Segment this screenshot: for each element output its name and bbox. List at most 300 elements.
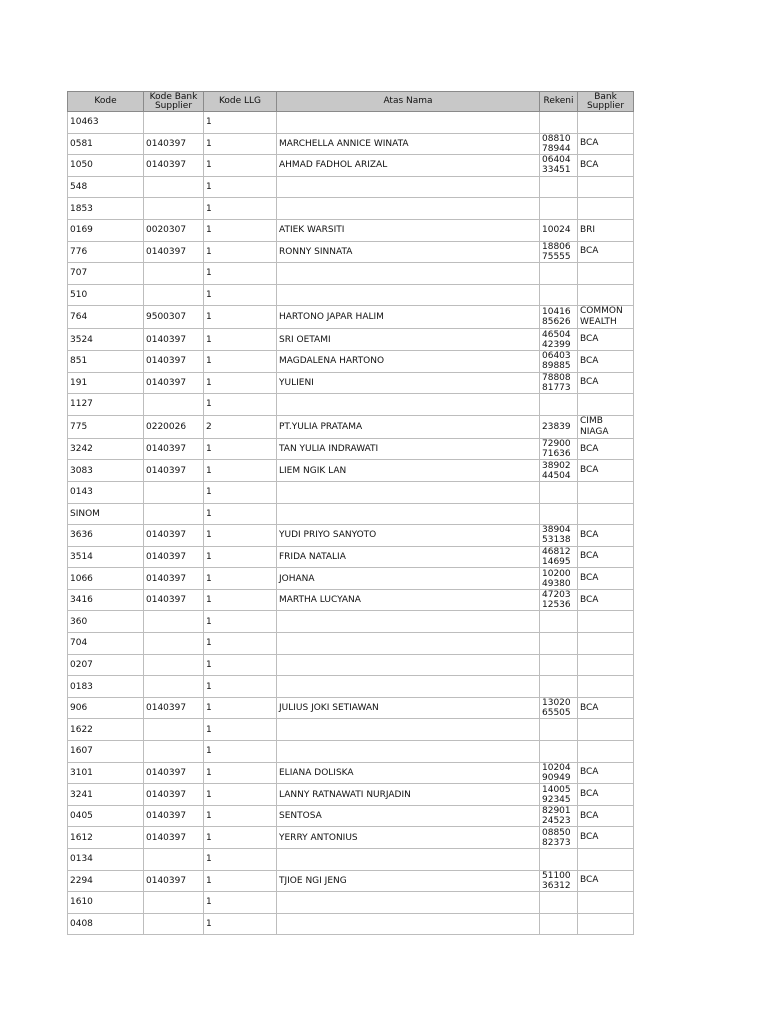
cell-kode-bank-supplier: 0140397 [144, 133, 204, 155]
cell-kode-llg: 1 [204, 329, 277, 351]
cell-atas-nama [277, 741, 540, 763]
cell-bank-supplier [578, 741, 634, 763]
rekening-line-1: 38902 [542, 460, 571, 471]
rekening-line-2: 12536 [542, 600, 571, 611]
table-row [68, 263, 634, 285]
cell-bank-supplier: BCA [578, 350, 634, 372]
cell-bank-supplier [578, 503, 634, 525]
cell-rekening [540, 654, 578, 676]
cell-kode: 775 [68, 415, 144, 438]
cell-kode-bank-supplier [144, 892, 204, 914]
cell-kode: 10463 [68, 112, 144, 134]
cell-rekening [540, 633, 578, 655]
cell-kode-bank-supplier [144, 913, 204, 935]
cell-kode-bank-supplier: 0140397 [144, 155, 204, 177]
rekening-line-2: 89885 [542, 361, 571, 372]
cell-kode-bank-supplier [144, 676, 204, 698]
cell-rekening [540, 892, 578, 914]
cell-kode-llg: 1 [204, 176, 277, 198]
cell-kode: 1853 [68, 198, 144, 220]
cell-kode: 3636 [68, 525, 144, 547]
cell-kode-llg: 1 [204, 611, 277, 633]
rekening-line-2: 53138 [542, 535, 571, 546]
cell-kode-llg: 1 [204, 306, 277, 329]
cell-kode-llg: 1 [204, 784, 277, 806]
cell-rekening [540, 784, 578, 806]
rekening-line-1: 51100 [542, 870, 571, 881]
cell-atas-nama: ATIEK WARSITI [277, 219, 540, 241]
cell-bank-supplier: BCA [578, 372, 634, 394]
cell-rekening [540, 849, 578, 871]
rekening-line-2: 81773 [542, 382, 571, 393]
table-row [68, 329, 634, 351]
cell-kode-bank-supplier: 0140397 [144, 805, 204, 827]
rekening-line-2: 90949 [542, 772, 571, 783]
cell-kode: 764 [68, 306, 144, 329]
cell-rekening [540, 762, 578, 784]
cell-atas-nama: TJIOE NGI JENG [277, 870, 540, 892]
rekening-line-2: 44504 [542, 470, 571, 481]
cell-kode-bank-supplier [144, 741, 204, 763]
cell-kode: 1127 [68, 394, 144, 416]
cell-atas-nama [277, 633, 540, 655]
table-row [68, 460, 634, 482]
cell-kode: 0405 [68, 805, 144, 827]
cell-kode-llg: 1 [204, 654, 277, 676]
cell-kode-llg: 1 [204, 762, 277, 784]
cell-rekening [540, 589, 578, 611]
table-row [68, 676, 634, 698]
cell-atas-nama [277, 198, 540, 220]
cell-kode-bank-supplier [144, 719, 204, 741]
rekening-line-1: 23839 [542, 421, 571, 432]
table-row [68, 546, 634, 568]
cell-kode-llg: 1 [204, 589, 277, 611]
rekening-line-1: 13020 [542, 698, 571, 709]
rekening-line-1: 38904 [542, 525, 571, 536]
table-row [68, 525, 634, 547]
cell-rekening [540, 481, 578, 503]
table-row [68, 306, 634, 329]
rekening-line-1: 08810 [542, 133, 571, 144]
cell-kode-llg: 1 [204, 112, 277, 134]
cell-bank-supplier: BCA [578, 784, 634, 806]
cell-kode-bank-supplier [144, 611, 204, 633]
rekening-line-1: 72900 [542, 439, 571, 450]
table-row [68, 415, 634, 438]
cell-atas-nama [277, 849, 540, 871]
cell-kode-bank-supplier [144, 263, 204, 285]
cell-bank-supplier [578, 198, 634, 220]
cell-atas-nama: HARTONO JAPAR HALIM [277, 306, 540, 329]
header-atas-nama: Atas Nama [277, 92, 540, 112]
cell-kode: 548 [68, 176, 144, 198]
cell-kode-llg: 1 [204, 241, 277, 263]
cell-kode-bank-supplier [144, 176, 204, 198]
table-row [68, 741, 634, 763]
cell-bank-supplier: BRI [578, 219, 634, 241]
table-row [68, 913, 634, 935]
table-row [68, 503, 634, 525]
table-row [68, 133, 634, 155]
cell-kode-bank-supplier: 0140397 [144, 460, 204, 482]
cell-kode-llg: 1 [204, 198, 277, 220]
cell-kode-llg: 2 [204, 415, 277, 438]
cell-bank-supplier: BCA [578, 438, 634, 460]
table-row [68, 633, 634, 655]
rekening-line-2: 75555 [542, 251, 571, 262]
cell-bank-supplier: BCA [578, 805, 634, 827]
cell-atas-nama [277, 176, 540, 198]
cell-bank-supplier: BCA [578, 589, 634, 611]
table-row [68, 719, 634, 741]
table-row [68, 849, 634, 871]
rekening-line-1: 82901 [542, 806, 571, 817]
rekening-line-1: 08850 [542, 827, 571, 838]
cell-bank-supplier: CIMB NIAGA [578, 415, 634, 438]
cell-bank-supplier [578, 176, 634, 198]
cell-bank-supplier [578, 263, 634, 285]
cell-bank-supplier [578, 633, 634, 655]
cell-atas-nama: AHMAD FADHOL ARIZAL [277, 155, 540, 177]
cell-rekening [540, 719, 578, 741]
cell-atas-nama [277, 611, 540, 633]
header-rekening: Rekeni [540, 92, 578, 112]
cell-kode: 360 [68, 611, 144, 633]
cell-atas-nama: PT.YULIA PRATAMA [277, 415, 540, 438]
cell-bank-supplier: BCA [578, 460, 634, 482]
cell-kode: 2294 [68, 870, 144, 892]
rekening-line-1: 14005 [542, 784, 571, 795]
cell-rekening [540, 350, 578, 372]
cell-rekening [540, 219, 578, 241]
rekening-line-1: 10200 [542, 568, 571, 579]
cell-kode: 0134 [68, 849, 144, 871]
cell-kode-bank-supplier: 0140397 [144, 438, 204, 460]
rekening-line-2: 49380 [542, 578, 571, 589]
cell-atas-nama [277, 481, 540, 503]
cell-kode-llg: 1 [204, 676, 277, 698]
cell-rekening [540, 372, 578, 394]
cell-kode: 704 [68, 633, 144, 655]
cell-bank-supplier: BCA [578, 870, 634, 892]
cell-kode: 707 [68, 263, 144, 285]
cell-bank-supplier: BCA [578, 762, 634, 784]
cell-atas-nama [277, 719, 540, 741]
cell-kode-llg: 1 [204, 460, 277, 482]
table-row [68, 784, 634, 806]
cell-rekening [540, 827, 578, 849]
cell-kode: 0207 [68, 654, 144, 676]
rekening-line-2: 82373 [542, 837, 571, 848]
cell-bank-supplier [578, 719, 634, 741]
cell-kode: 1612 [68, 827, 144, 849]
table-row [68, 112, 634, 134]
cell-kode-bank-supplier: 0140397 [144, 241, 204, 263]
cell-atas-nama: YUDI PRIYO SANYOTO [277, 525, 540, 547]
cell-rekening [540, 263, 578, 285]
cell-kode: 851 [68, 350, 144, 372]
cell-kode-bank-supplier: 0220026 [144, 415, 204, 438]
table-row [68, 762, 634, 784]
cell-kode-bank-supplier [144, 503, 204, 525]
rekening-line-1: 10024 [542, 225, 571, 236]
rekening-line-2: 14695 [542, 556, 571, 567]
cell-rekening [540, 176, 578, 198]
cell-kode-llg: 1 [204, 481, 277, 503]
cell-bank-supplier: BCA [578, 241, 634, 263]
supplier-bank-table [67, 91, 634, 935]
cell-kode-bank-supplier: 0140397 [144, 350, 204, 372]
cell-rekening [540, 741, 578, 763]
rekening-line-1: 46812 [542, 546, 571, 557]
table-row [68, 568, 634, 590]
cell-kode-bank-supplier [144, 284, 204, 306]
cell-kode: 3242 [68, 438, 144, 460]
rekening-line-1: 10416 [542, 307, 571, 318]
cell-kode-llg: 1 [204, 870, 277, 892]
header-row [68, 92, 634, 112]
header-kode-bank-supplier: Kode Bank Supplier [144, 92, 204, 112]
cell-bank-supplier: BCA [578, 133, 634, 155]
cell-rekening [540, 546, 578, 568]
cell-atas-nama: TAN YULIA INDRAWATI [277, 438, 540, 460]
cell-kode: 1607 [68, 741, 144, 763]
cell-rekening [540, 241, 578, 263]
cell-kode-bank-supplier [144, 633, 204, 655]
rekening-line-2: 42399 [542, 339, 571, 350]
cell-atas-nama: YULIENI [277, 372, 540, 394]
header-kode: Kode [68, 92, 144, 112]
cell-kode-bank-supplier [144, 849, 204, 871]
cell-kode-bank-supplier: 0140397 [144, 372, 204, 394]
cell-atas-nama [277, 284, 540, 306]
cell-kode: 0408 [68, 913, 144, 935]
table-row [68, 697, 634, 719]
cell-kode-bank-supplier: 0140397 [144, 697, 204, 719]
cell-kode-llg: 1 [204, 633, 277, 655]
cell-rekening [540, 805, 578, 827]
cell-bank-supplier: COMMON WEALTH [578, 306, 634, 329]
table-row [68, 892, 634, 914]
cell-bank-supplier [578, 654, 634, 676]
cell-bank-supplier [578, 676, 634, 698]
cell-kode: 0183 [68, 676, 144, 698]
cell-kode-bank-supplier: 0140397 [144, 568, 204, 590]
cell-kode-bank-supplier: 9500307 [144, 306, 204, 329]
cell-atas-nama [277, 394, 540, 416]
cell-atas-nama [277, 654, 540, 676]
cell-atas-nama: JULIUS JOKI SETIAWAN [277, 697, 540, 719]
cell-kode-llg: 1 [204, 849, 277, 871]
rekening-line-1: 78808 [542, 372, 571, 383]
cell-kode: 0581 [68, 133, 144, 155]
rekening-line-1: 47203 [542, 590, 571, 601]
table-row [68, 155, 634, 177]
cell-kode-llg: 1 [204, 263, 277, 285]
cell-kode: 1610 [68, 892, 144, 914]
cell-rekening [540, 438, 578, 460]
cell-kode-bank-supplier [144, 198, 204, 220]
cell-kode: 191 [68, 372, 144, 394]
table-row [68, 284, 634, 306]
cell-rekening [540, 697, 578, 719]
cell-bank-supplier [578, 892, 634, 914]
cell-bank-supplier: BCA [578, 155, 634, 177]
cell-kode: 906 [68, 697, 144, 719]
cell-kode: 3241 [68, 784, 144, 806]
cell-kode: 776 [68, 241, 144, 263]
cell-rekening [540, 112, 578, 134]
rekening-line-1: 18806 [542, 241, 571, 252]
table-row [68, 198, 634, 220]
rekening-line-2: 85626 [542, 317, 571, 328]
cell-bank-supplier [578, 913, 634, 935]
cell-bank-supplier: BCA [578, 546, 634, 568]
rekening-line-2: 78944 [542, 143, 571, 154]
cell-bank-supplier [578, 849, 634, 871]
cell-rekening [540, 284, 578, 306]
table-row [68, 372, 634, 394]
cell-kode-llg: 1 [204, 568, 277, 590]
table-row [68, 589, 634, 611]
cell-kode-llg: 1 [204, 372, 277, 394]
cell-kode: 3524 [68, 329, 144, 351]
cell-rekening [540, 870, 578, 892]
cell-kode-bank-supplier [144, 394, 204, 416]
table-row [68, 805, 634, 827]
cell-atas-nama: JOHANA [277, 568, 540, 590]
cell-bank-supplier: BCA [578, 568, 634, 590]
rekening-line-1: 10204 [542, 762, 571, 773]
cell-kode-bank-supplier [144, 654, 204, 676]
cell-kode-bank-supplier: 0020307 [144, 219, 204, 241]
cell-kode-bank-supplier: 0140397 [144, 546, 204, 568]
cell-bank-supplier [578, 284, 634, 306]
cell-kode: SINOM [68, 503, 144, 525]
cell-atas-nama [277, 913, 540, 935]
rekening-line-1: 06403 [542, 351, 571, 362]
rekening-line-2: 33451 [542, 165, 571, 176]
cell-kode-llg: 1 [204, 827, 277, 849]
header-kode-llg: Kode LLG [204, 92, 277, 112]
cell-atas-nama [277, 503, 540, 525]
cell-kode-llg: 1 [204, 284, 277, 306]
cell-rekening [540, 611, 578, 633]
table-row [68, 827, 634, 849]
cell-rekening [540, 568, 578, 590]
table-row [68, 611, 634, 633]
cell-atas-nama [277, 263, 540, 285]
table-row [68, 241, 634, 263]
cell-kode-bank-supplier: 0140397 [144, 827, 204, 849]
cell-kode: 0143 [68, 481, 144, 503]
rekening-line-1: 46504 [542, 329, 571, 340]
cell-kode-llg: 1 [204, 155, 277, 177]
cell-bank-supplier [578, 611, 634, 633]
cell-kode: 3416 [68, 589, 144, 611]
cell-bank-supplier: BCA [578, 525, 634, 547]
cell-kode-llg: 1 [204, 892, 277, 914]
cell-kode-bank-supplier: 0140397 [144, 762, 204, 784]
cell-rekening [540, 329, 578, 351]
cell-atas-nama: MAGDALENA HARTONO [277, 350, 540, 372]
table-row [68, 481, 634, 503]
cell-kode: 510 [68, 284, 144, 306]
rekening-line-2: 24523 [542, 816, 571, 827]
cell-kode: 3101 [68, 762, 144, 784]
cell-atas-nama: ELIANA DOLISKA [277, 762, 540, 784]
cell-kode-bank-supplier: 0140397 [144, 525, 204, 547]
cell-atas-nama: RONNY SINNATA [277, 241, 540, 263]
cell-rekening [540, 913, 578, 935]
cell-kode-llg: 1 [204, 697, 277, 719]
cell-atas-nama: MARTHA LUCYANA [277, 589, 540, 611]
cell-rekening [540, 394, 578, 416]
cell-rekening [540, 415, 578, 438]
cell-kode-llg: 1 [204, 219, 277, 241]
header-bank-supplier: Bank Supplier [578, 92, 634, 112]
cell-rekening [540, 133, 578, 155]
cell-kode: 0169 [68, 219, 144, 241]
rekening-line-2: 65505 [542, 708, 571, 719]
cell-kode-bank-supplier [144, 481, 204, 503]
cell-kode-llg: 1 [204, 546, 277, 568]
rekening-line-1: 06404 [542, 155, 571, 166]
table-row [68, 350, 634, 372]
cell-kode-llg: 1 [204, 805, 277, 827]
table-row [68, 654, 634, 676]
cell-kode-bank-supplier: 0140397 [144, 589, 204, 611]
cell-bank-supplier: BCA [578, 827, 634, 849]
cell-atas-nama: YERRY ANTONIUS [277, 827, 540, 849]
cell-kode-llg: 1 [204, 503, 277, 525]
cell-atas-nama: SRI OETAMI [277, 329, 540, 351]
cell-rekening [540, 460, 578, 482]
cell-kode-bank-supplier: 0140397 [144, 870, 204, 892]
cell-kode: 1050 [68, 155, 144, 177]
cell-rekening [540, 525, 578, 547]
cell-atas-nama [277, 892, 540, 914]
cell-rekening [540, 198, 578, 220]
cell-bank-supplier: BCA [578, 697, 634, 719]
cell-bank-supplier [578, 394, 634, 416]
cell-atas-nama: LIEM NGIK LAN [277, 460, 540, 482]
cell-kode-bank-supplier [144, 112, 204, 134]
rekening-line-2: 92345 [542, 794, 571, 805]
cell-bank-supplier [578, 481, 634, 503]
cell-atas-nama [277, 112, 540, 134]
table-row [68, 394, 634, 416]
cell-bank-supplier [578, 112, 634, 134]
cell-atas-nama: FRIDA NATALIA [277, 546, 540, 568]
cell-kode-llg: 1 [204, 438, 277, 460]
cell-rekening [540, 155, 578, 177]
cell-kode-llg: 1 [204, 741, 277, 763]
cell-kode-llg: 1 [204, 913, 277, 935]
cell-kode: 3514 [68, 546, 144, 568]
cell-kode-bank-supplier: 0140397 [144, 329, 204, 351]
table-row [68, 219, 634, 241]
rekening-line-2: 71636 [542, 449, 571, 460]
cell-atas-nama: MARCHELLA ANNICE WINATA [277, 133, 540, 155]
table-row [68, 870, 634, 892]
cell-kode-llg: 1 [204, 525, 277, 547]
cell-kode-llg: 1 [204, 394, 277, 416]
cell-kode-llg: 1 [204, 133, 277, 155]
cell-bank-supplier: BCA [578, 329, 634, 351]
cell-atas-nama: SENTOSA [277, 805, 540, 827]
